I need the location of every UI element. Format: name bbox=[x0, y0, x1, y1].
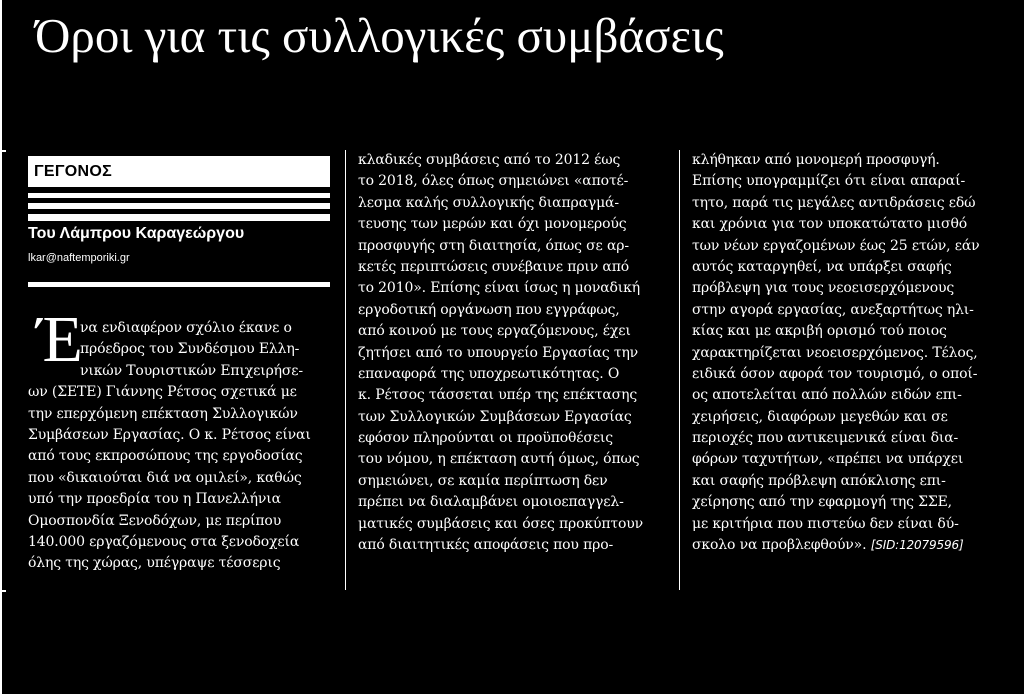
text-line: πρόεδρος του Συνδέσμου Ελλη- bbox=[80, 341, 300, 358]
text-line: αυτός καταργηθεί, να υπάρξει σαφής bbox=[692, 258, 952, 275]
text-line: εργοδοτική οργάνωση που εγγράφως, bbox=[358, 301, 620, 318]
text-line: το 2018, όλες όπως σημειώνει «αποτέ- bbox=[358, 173, 629, 190]
text-line: το 2010». Επίσης είναι ίσως η μοναδική bbox=[358, 280, 640, 297]
text-line: προσφυγής στη διαιτησία, όπως σε αρ- bbox=[358, 237, 629, 254]
text-line: χαρακτηρίζεται νεοεισερχόμενος. Τέλος, bbox=[692, 344, 978, 361]
article-column-3 bbox=[692, 150, 1007, 556]
text-line: και χρόνια για τον υποκατώτατο μισθό bbox=[692, 216, 968, 233]
text-line: την επερχόμενη επέκταση Συλλογικών bbox=[28, 405, 298, 422]
sid-tag: [SID:12079596] bbox=[870, 538, 964, 553]
text-line: ων (ΣΕΤΕ) Γιάννης Ρέτσος σχετικά με bbox=[28, 384, 297, 401]
text-line: εφόσον πληρούνται οι προϋποθέσεις bbox=[358, 430, 613, 447]
section-label-box bbox=[28, 156, 330, 187]
separator-bar bbox=[28, 203, 330, 209]
article-headline: Όροι για τις συλλογικές συμβάσεις bbox=[35, 8, 724, 63]
text-line: νικών Τουριστικών Επιχειρήσε- bbox=[80, 362, 303, 379]
text-line: κίας και με ακριβή ορισμό τού ποιος bbox=[692, 323, 947, 340]
text-line: τευσης των μερών και όχι μονομερούς bbox=[358, 216, 627, 233]
text-line: από κοινού με τους εργαζόμενους, έχει bbox=[358, 323, 631, 340]
text-line: Επίσης υπογραμμίζει ότι είναι απαραί- bbox=[692, 173, 966, 190]
text-line: από τους εκπροσώπους της εργοδοσίας bbox=[28, 448, 303, 465]
text-line: και σαφής πρόβλεψη απόκλισης επι- bbox=[692, 472, 946, 489]
text-line: κλήθηκαν από μονομερή προσφυγή. bbox=[692, 152, 940, 168]
text-line: περιοχές που αντικειμενικά είναι δια- bbox=[692, 430, 959, 447]
text-line: χείρησης από την εφαρμογή της ΣΣΕ, bbox=[692, 494, 952, 511]
text-line: λεσμα καλής συλλογικής διαπραγμά- bbox=[358, 194, 619, 211]
text-line: χειρήσεις, διαφόρων μεγεθών και σε bbox=[692, 408, 948, 425]
text-line: τητο, παρά τις μεγάλες αντιδράσεις εδώ bbox=[692, 194, 976, 211]
text-line: από διαιτητικές αποφάσεις που προ- bbox=[358, 537, 614, 554]
text-line: όλης της χώρας, υπέγραψε τέσσερις bbox=[28, 555, 281, 572]
page-edge-tick bbox=[2, 150, 6, 152]
text-line: των νέων εργαζομένων έως 25 ετών, εάν bbox=[692, 237, 980, 254]
text-line: ματικές συμβάσεις και όσες προκύπτουν bbox=[358, 515, 644, 532]
text-line: κ. Ρέτσος τάσσεται υπέρ της επέκτασης bbox=[358, 387, 638, 404]
text-line: πρέπει να διαλαμβάνει ομοιοεπαγγελ- bbox=[358, 494, 624, 511]
text-line: στην αγορά εργασίας, ανεξαρτήτως ηλι- bbox=[692, 301, 974, 318]
separator-bar bbox=[28, 193, 330, 198]
author-rule bbox=[28, 282, 330, 287]
drop-cap: Έ bbox=[37, 303, 83, 376]
text-line: να ενδιαφέρον σχόλιο έκανε ο bbox=[80, 320, 292, 336]
text-line: σκολο να προβλεφθούν». bbox=[692, 537, 867, 554]
author-email: lkar@naftemporiki.gr bbox=[28, 252, 130, 264]
text-line: σημειώνει, σε καμία περίπτωση δεν bbox=[358, 472, 608, 489]
separator-bar bbox=[28, 214, 330, 221]
column-divider bbox=[679, 150, 680, 590]
text-line: Ομοσπονδία Ξενοδόχων, με περίπου bbox=[28, 512, 282, 529]
text-line: 140.000 εργαζόμενους στα ξενοδοχεία bbox=[28, 533, 300, 550]
article-column-2 bbox=[358, 150, 668, 556]
text-line: πρόβλεψη για τους νεοεισερχόμενους bbox=[692, 280, 955, 297]
text-line: ειδικά όσον αφορά τον τουρισμό, ο οποί- bbox=[692, 365, 978, 382]
text-line: ος αποτελείται από πολλών ειδών επι- bbox=[692, 387, 962, 404]
text-line: επαναφορά της υποχρεωτικότητας. Ο bbox=[358, 365, 620, 382]
section-label: ΓΕΓΟΝΟΣ bbox=[34, 163, 113, 180]
article-column-1 bbox=[28, 318, 333, 575]
text-line: που «δικαιούται διά να ομιλεί», καθώς bbox=[28, 469, 302, 486]
text-line: ζητήσει από το υπουργείο Εργασίας την bbox=[358, 344, 639, 361]
text-line: υπό την προεδρία του η Πανελλήνια bbox=[28, 491, 281, 508]
page-edge-tick bbox=[2, 590, 6, 592]
text-line: Συμβάσεων Εργασίας. Ο κ. Ρέτσος είναι bbox=[28, 426, 311, 443]
text-line: των Συλλογικών Συμβάσεων Εργασίας bbox=[358, 408, 632, 425]
text-line-final bbox=[692, 535, 1007, 556]
text-line: κλαδικές συμβάσεις από το 2012 έως bbox=[358, 152, 621, 168]
text-line: φόρων ταχυτήτων, «πρέπει να υπάρχει bbox=[692, 451, 964, 468]
text-line: του νόμου, η επέκταση αυτή όμως, όπως bbox=[358, 451, 640, 468]
text-line: με κριτήρια που πιστεύω δεν είναι δύ- bbox=[692, 515, 959, 532]
column-divider bbox=[345, 150, 346, 590]
text-line: κετές περιπτώσεις συνέβαινε πριν από bbox=[358, 258, 630, 275]
author-name: Του Λάμπρου Καραγεώργου bbox=[28, 225, 245, 242]
